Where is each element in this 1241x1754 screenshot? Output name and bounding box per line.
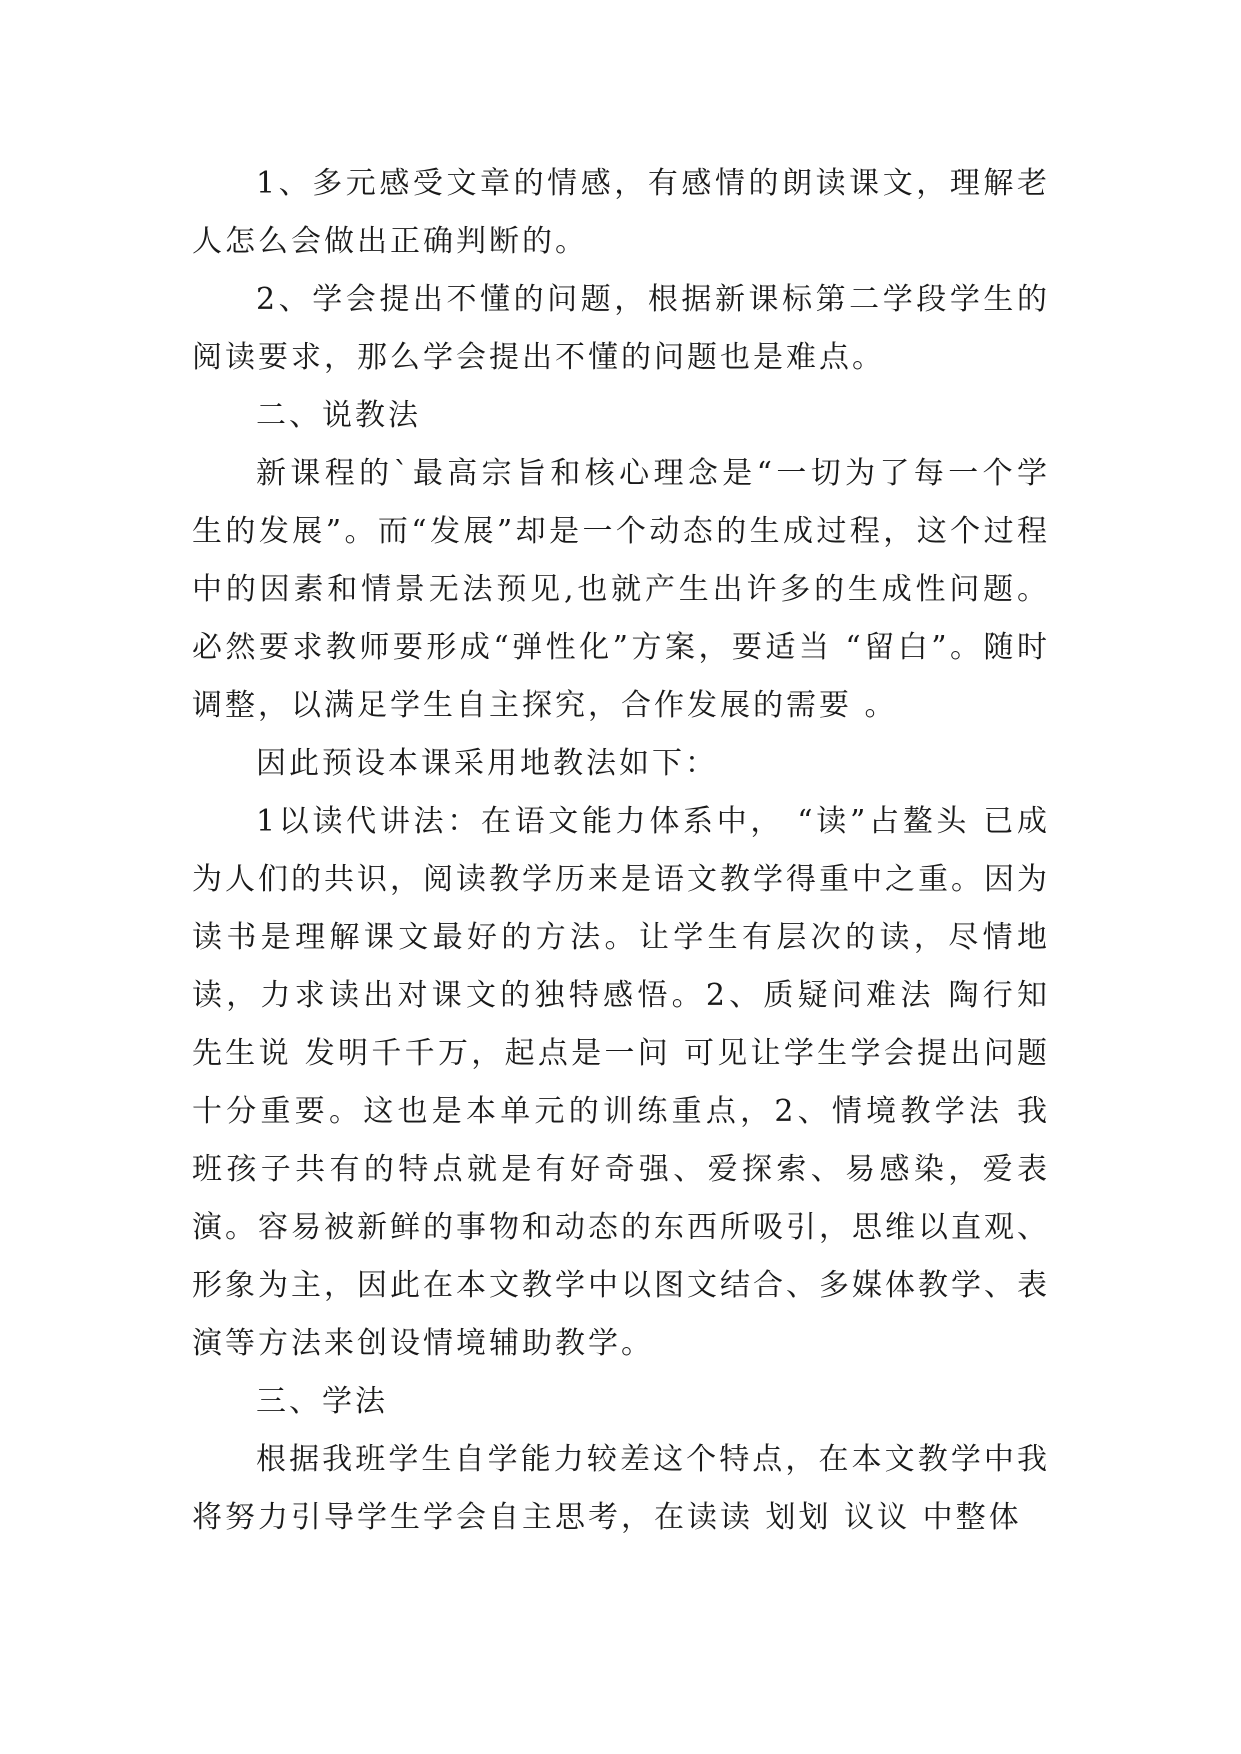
body-paragraph: 新课程的`最高宗旨和核心理念是“一切为了每一个学生的发展”。而“发展”却是一个动态的生成过程，这个过程中的因素和情景无法预见,也就产生出许多的生成性问题。必然要求教师要形成“弹性化”方案，要适当 “留白”。随时调整，以满足学生自主探究，合作发展的需要 。 (192, 456, 1050, 723)
section-heading-learning-method: 三、学法 (256, 1384, 388, 1419)
objective-item-1: 1、多元感受文章的情感，有感情的朗读课文，理解老人怎么会做出正确判断的。 (192, 166, 1050, 259)
objective-item-2: 2、学会提出不懂的问题，根据新课标第二学段学生的阅读要求，那么学会提出不懂的问题也是难点。 (192, 282, 1050, 375)
section-heading-teaching-method: 二、说教法 (256, 398, 421, 433)
document-page (192, 155, 1050, 1655)
body-paragraph: 根据我班学生自学能力较差这个特点，在本文教学中我将努力引导学生学会自主思考，在读读 划划 议议 中整体 (192, 1442, 1050, 1535)
body-paragraph: 1以读代讲法：在语文能力体系中， “读”占鳌头 已成为人们的共识，阅读教学历来是语文教学得重中之重。因为读书是理解课文最好的方法。让学生有层次的读，尽情地读，力求读出对课文的独特感悟。2、质疑问难法 陶行知先生说 发明千千万，起点是一问 可见让学生学会提出问题十分重要。这也是本单元的训练重点，2、情境教学法 我班孩子共有的特点就是有好奇强、爱探索、易感染，爱表演。容易被新鲜的事物和动态的东西所吸引，思维以直观、形象为主，因此在本文教学中以图文结合、多媒体教学、表演等方法来创设情境辅助教学。 (192, 804, 1050, 1361)
body-paragraph: 因此预设本课采用地教法如下： (256, 746, 718, 781)
